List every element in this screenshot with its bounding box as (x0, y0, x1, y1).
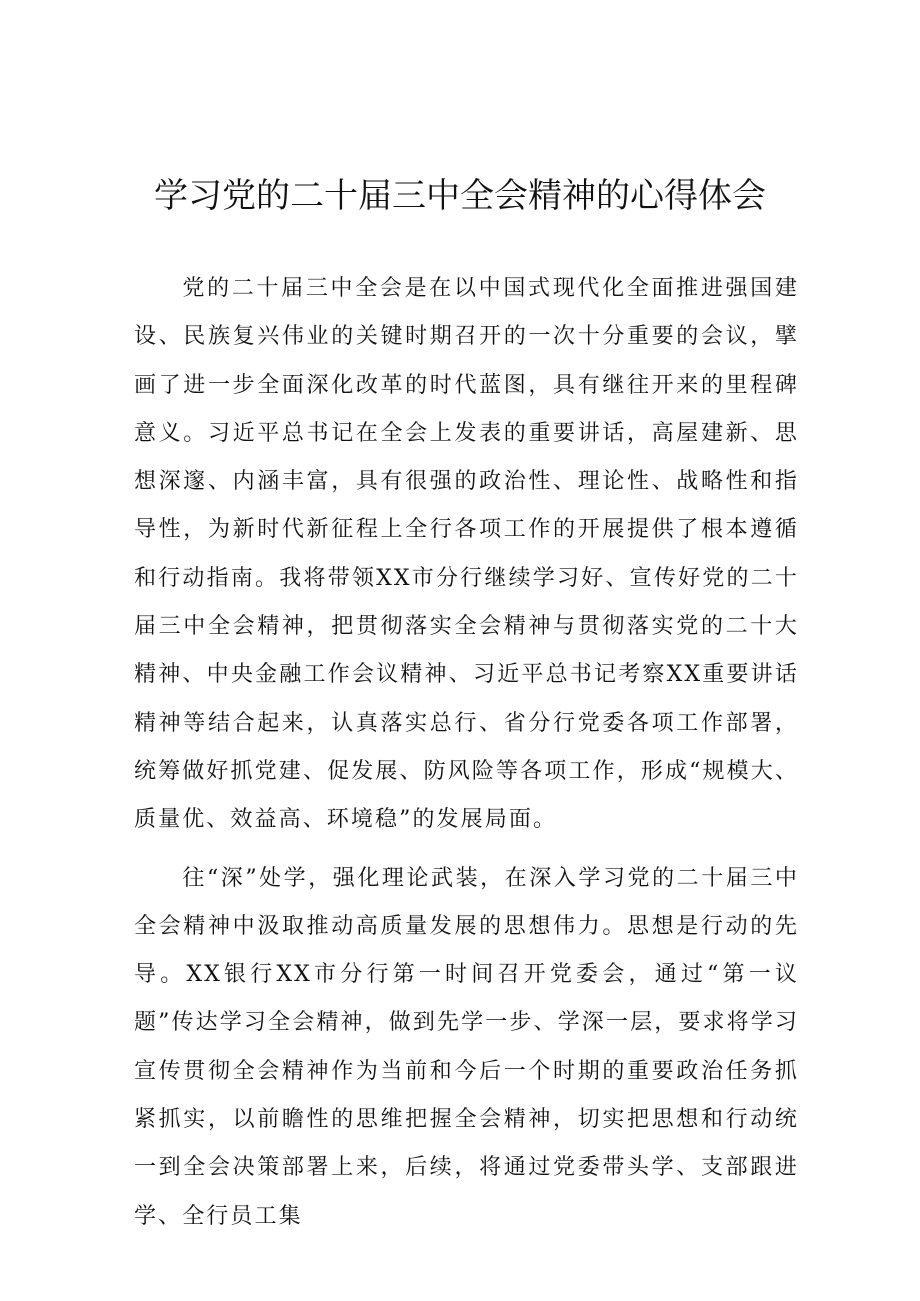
paragraph-2: 往“深”处学，强化理论武装，在深入学习党的二十届三中全会精神中汲取推动高质量发展的思想伟力。思想是行动的先导。XX银行XX市分行第一时间召开党委会，通过“第一议题”传达学习全会精神，做到先学一步、学深一层，要求将学习宣传贯彻全会精神作为当前和今后一个时期的重要政治任务抓紧抓实，以前瞻性的思维把握全会精神，切实把思想和行动统一到全会决策部署上来，后续，将通过党委带头学、支部跟进学、全行员工集 (134, 865, 799, 1229)
document-title: 学习党的二十届三中全会精神的心得体会 (154, 176, 766, 216)
document-body (134, 265, 799, 1251)
paragraph-1: 党的二十届三中全会是在以中国式现代化全面推进强国建设、民族复兴伟业的关键时期召开的一次十分重要的会议，擘画了进一步全面深化改革的时代蓝图，具有继往开来的里程碑意义。习近平总书记在全会上发表的重要讲话，高屋建新、思想深邃、内涵丰富，具有很强的政治性、理论性、战略性和指导性，为新时代新征程上全行各项工作的开展提供了根本遵循和行动指南。我将带领XX市分行继续学习好、宣传好党的二十届三中全会精神，把贯彻落实全会精神与贯彻落实党的二十大精神、中央金融工作会议精神、习近平总书记考察XX重要讲话精神等结合起来，认真落实总行、省分行党委各项工作部署，统筹做好抓党建、促发展、防风险等各项工作，形成“规模大、质量优、效益高、环境稳”的发展局面。 (134, 276, 799, 833)
